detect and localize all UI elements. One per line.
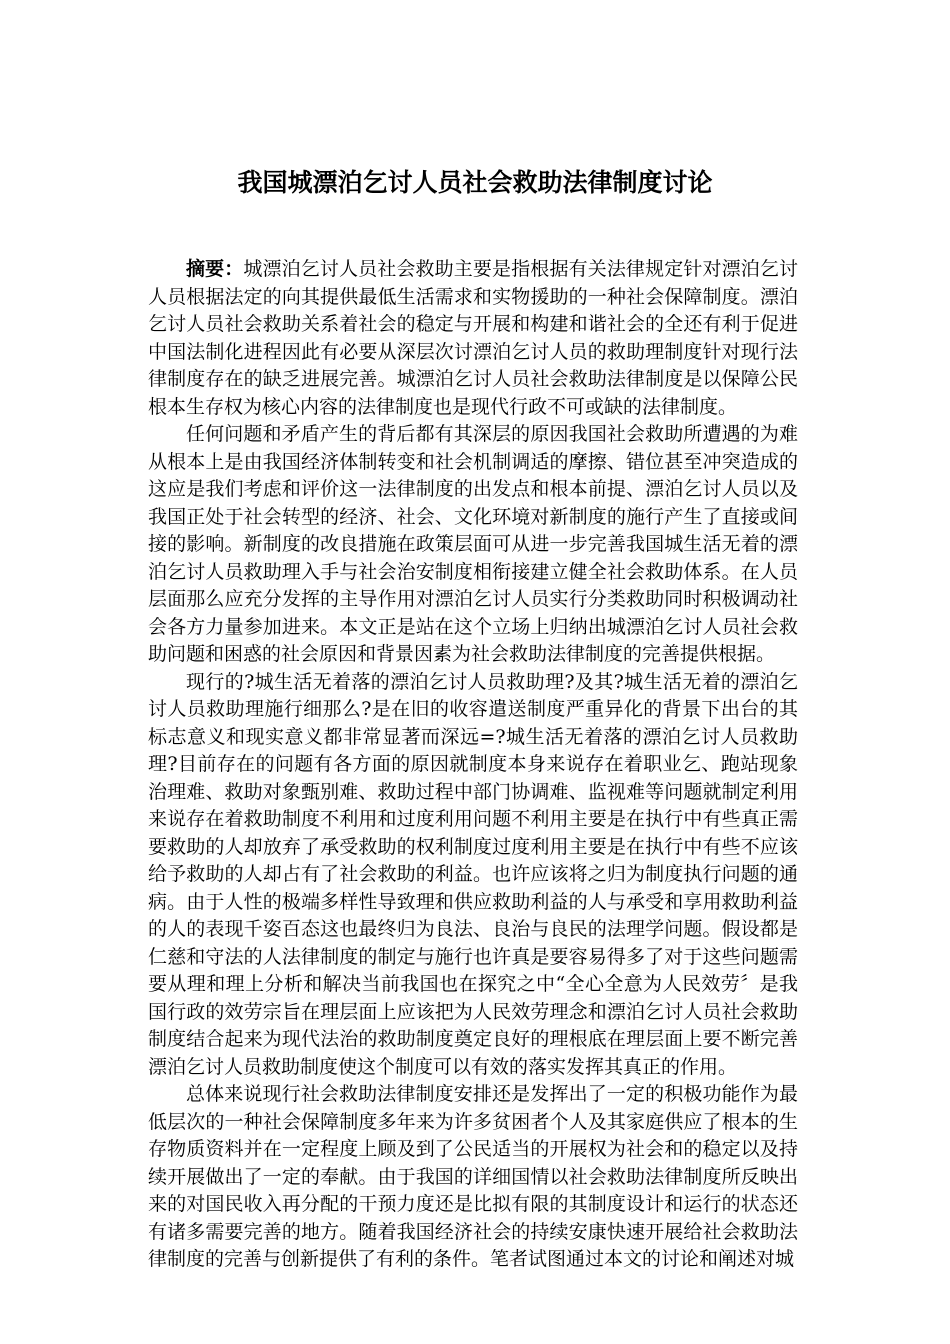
document-body xyxy=(148,256,798,1274)
body-paragraph-2: 现行的?城生活无着落的漂泊乞讨人员救助理?及其?城生活无着的漂泊乞讨人员救助理施行细那么?是在旧的收容遣送制度严重异化的背景下出台的其标志意义和现实意义都非常显著而深远=?城生活无着落的漂泊乞讨人员救助理?目前存在的问题有各方面的原因就制度本身来说存在着职业乞、跑站现象治理难、救助对象甄别难、救助过程中部门协调难、监视难等问题就制定利用来说存在着救助制度不利用和过度利用问题不利用主要是在执行中有些真正需要救助的人却放弃了承受救助的权利制度过度利用主要是在执行中有些不应该给予救助的人却占有了社会救助的利益。也许应该将之归为制度执行问题的通病。由于人性的极端多样性导致理和供应救助利益的人与承受和享用救助利益的人的表现千姿百态这也最终归为良法、良治与良民的法理学问题。假设都是仁慈和守法的人法律制度的制定与施行也许真是要容易得多了对于这些问题需要从理和理上分析和解决当前我国也在探究之中“全心全意为人民效劳〞是我国行政的效劳宗旨在理层面上应该把为人民效劳理念和漂泊乞讨人员社会救助制度结合起来为现代法治的救助制度奠定良好的理根底在理层面上要不断完善漂泊乞讨人员救助制度使这个制度可以有效的落实发挥其真正的作用。 xyxy=(148,670,798,1078)
abstract-label: 摘要： xyxy=(186,258,244,280)
body-paragraph-1: 任何问题和矛盾产生的背后都有其深层的原因我国社会救助所遭遇的为难从根本上是由我国经济体制转变和社会机制调适的摩擦、错位甚至冲突造成的这应是我们考虑和评价这一法律制度的出发点和根本前提、漂泊乞讨人员以及我国正处于社会转型的经济、社会、文化环境对新制度的施行产生了直接或间接的影响。新制度的改良措施在政策层面可从进一步完善我国城生活无着的漂泊乞讨人员救助理入手与社会治安制度相衔接建立健全社会救助体系。在人员层面那么应充分发挥的主导作用对漂泊乞讨人员实行分类救助同时积极调动社会各方力量参加进来。本文正是站在这个立场上归纳出城漂泊乞讨人员社会救助问题和困惑的社会原因和背景因素为社会救助法律制度的完善提供根据。 xyxy=(148,423,798,665)
abstract-paragraph xyxy=(148,256,798,421)
document-title: 我国城漂泊乞讨人员社会救助法律制度讨论 xyxy=(237,168,713,197)
abstract-text: 城漂泊乞讨人员社会救助主要是指根据有关法律规定针对漂泊乞讨人员根据法定的向其提供最低生活需求和实物援助的一种社会保障制度。漂泊乞讨人员社会救助关系着社会的稳定与开展和构建和谐社会的全还有利于促进中国法制化进程因此有必要从深层次讨漂泊乞讨人员的救助理制度针对现行法律制度存在的缺乏进展完善。城漂泊乞讨人员社会救助法律制度是以保障公民根本生存权为核心内容的法律制度也是现代行政不可或缺的法律制度。 xyxy=(148,258,798,418)
body-paragraph-3: 总体来说现行社会救助法律制度安排还是发挥出了一定的积极功能作为最低层次的一种社会保障制度多年来为许多贫困者个人及其家庭供应了根本的生存物质资料并在一定程度上顾及到了公民适当的开展权为社会和的稳定以及持续开展做出了一定的奉献。由于我国的详细国情以社会救助法律制度所反映出来的对国民收入再分配的干预力度还是比拟有限的其制度设计和运行的状态还有诸多需要完善的地方。随着我国经济社会的持续安康快速开展给社会救助法律制度的完善与创新提供了有利的条件。笔者试图通过本文的讨论和阐述对城 xyxy=(148,1083,798,1270)
